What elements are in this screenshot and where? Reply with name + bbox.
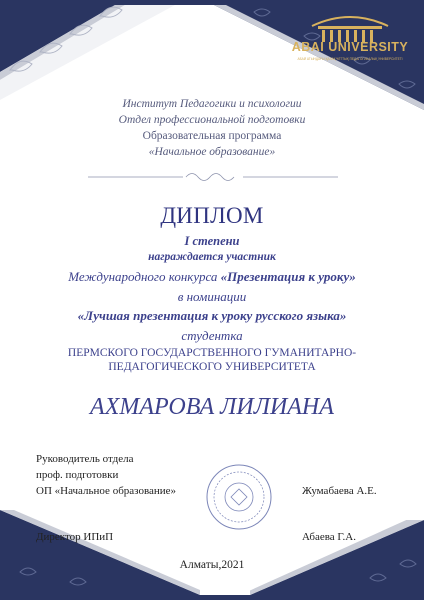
program-name: «Начальное образование» [148, 146, 276, 158]
awarded-text: награждается участник [148, 251, 276, 263]
university-line-1: ПЕРМСКОГО ГОСУДАРСТВЕННОГО ГУМАНИТАРНО- [67, 347, 357, 359]
student-label: студентка [181, 328, 243, 343]
nomination-prefix: в номинации [177, 289, 247, 304]
official-stamp-icon [205, 463, 273, 531]
program-label: Образовательная программа [142, 130, 282, 142]
corner-ornament-bottom-left [0, 510, 200, 600]
head-title-line-3: ОП «Начальное образование» [36, 485, 177, 497]
place-date: Алматы,2021 [179, 559, 245, 571]
institute-name: Институт Педагогики и психологии [122, 98, 302, 110]
department-name: Отдел профессиональной подготовки [118, 114, 306, 126]
logo-main-text: ABAI UNIVERSITY [291, 40, 409, 54]
head-title-line-2: проф. подготовки [36, 469, 119, 481]
head-title-line-1: Руководитель отдела [36, 453, 134, 465]
ornament-divider [88, 170, 338, 184]
university-line-2: ПЕДАГОГИЧЕСКОГО УНИВЕРСИТЕТА [108, 361, 316, 373]
director-title: Директор ИПиП [36, 531, 114, 543]
diploma-title: ДИПЛОМ [160, 203, 264, 228]
nomination-name: «Лучшая презентация к уроку русского языка» [77, 308, 347, 323]
logo-sub-text: АБАЙ АТЫНДАҒЫ ҚАЗАҚ ҰЛТТЫҚ ПЕДАГОГИКАЛЫҚ УНИВЕРСИТЕТІ [297, 57, 403, 61]
corner-ornament-top-left [0, 0, 175, 100]
university-logo [290, 10, 410, 66]
head-name: Жумабаева А.Е. [302, 485, 377, 497]
contest-name: «Презентация к уроку» [220, 269, 356, 284]
contest-line [20, 269, 404, 285]
degree: I степени [184, 234, 240, 248]
recipient-name: АХМАРОВА ЛИЛИАНА [90, 394, 334, 420]
director-name: Абаева Г.А. [302, 531, 356, 543]
contest-prefix: Международного конкурса [68, 269, 221, 284]
